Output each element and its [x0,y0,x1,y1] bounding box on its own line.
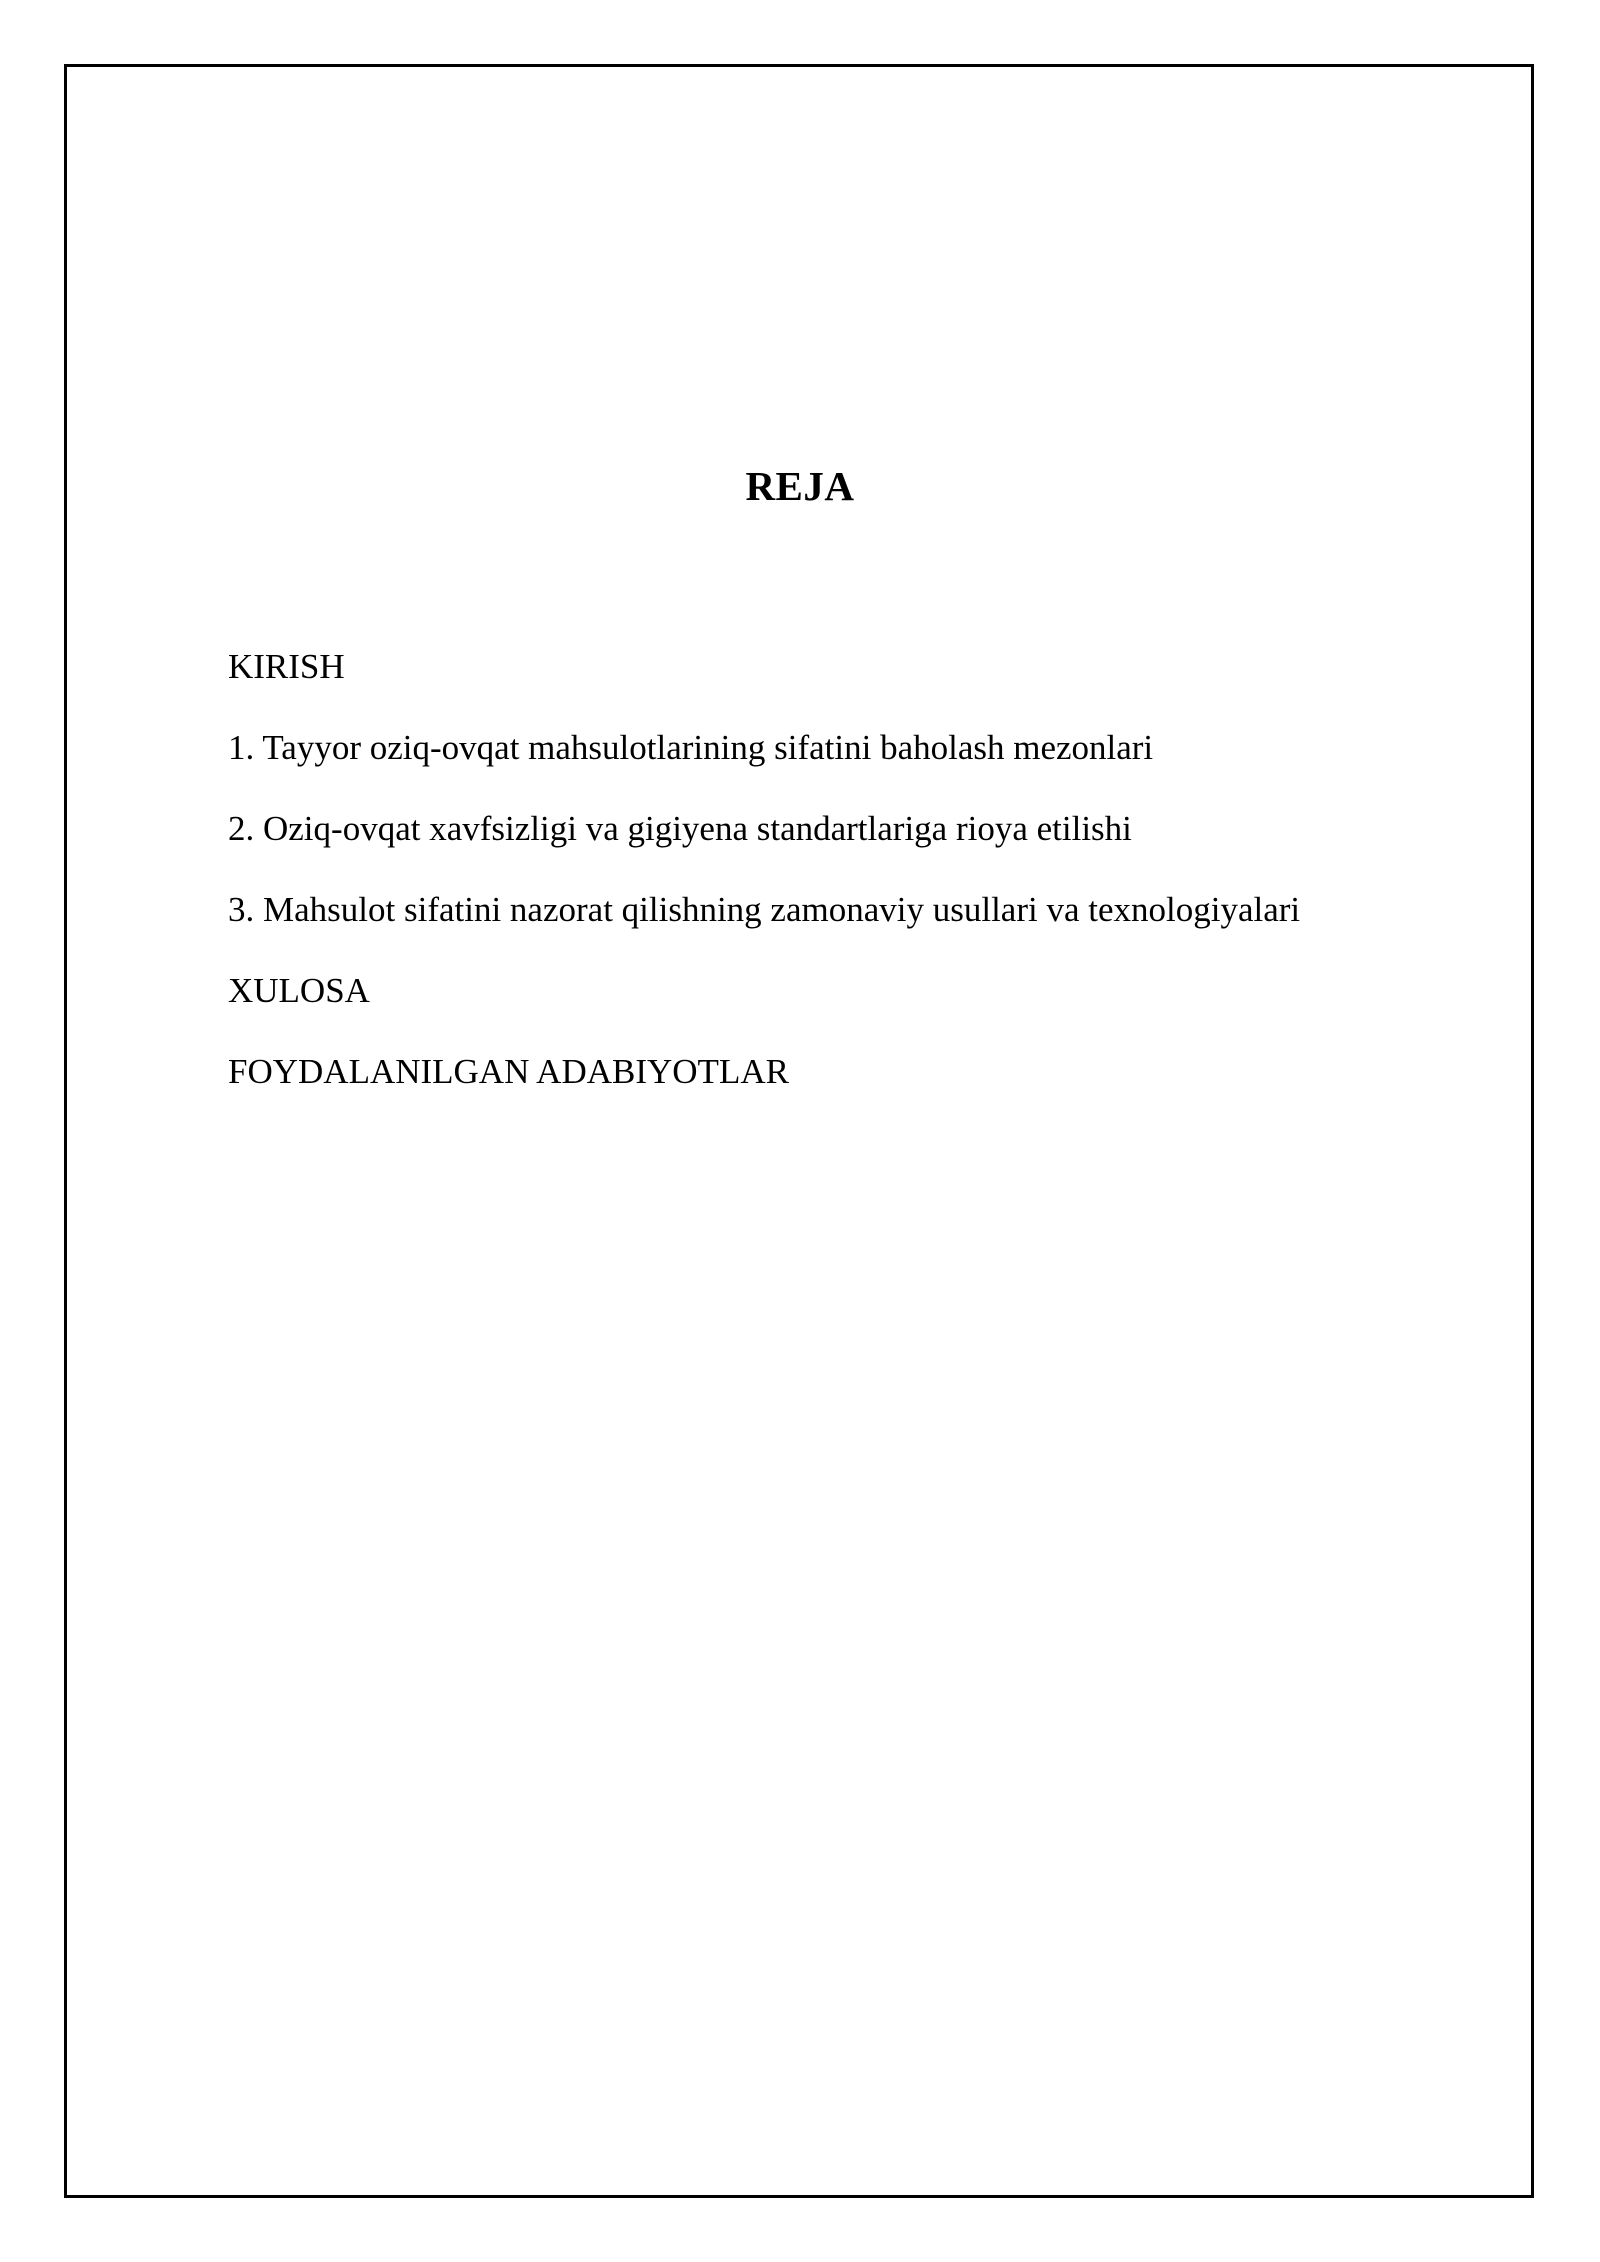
page-border [64,64,1534,2198]
plan-item-1: 1. Tayyor oziq-ovqat mahsulotlarining sifatini baholash mezonlari [228,728,1154,767]
plan-list [228,637,1300,1123]
page-title: REJA [745,463,855,509]
plan-item-conclusion: XULOSA [228,971,370,1010]
plan-item-references: FOYDALANILGAN ADABIYOTLAR [228,1052,789,1091]
plan-item-introduction: KIRISH [228,647,345,686]
plan-item-2: 2. Oziq-ovqat xavfsizligi va gigiyena standartlariga rioya etilishi [228,809,1132,848]
plan-item-3: 3. Mahsulot sifatini nazorat qilishning zamonaviy usullari va texnologiyalari [228,890,1301,929]
